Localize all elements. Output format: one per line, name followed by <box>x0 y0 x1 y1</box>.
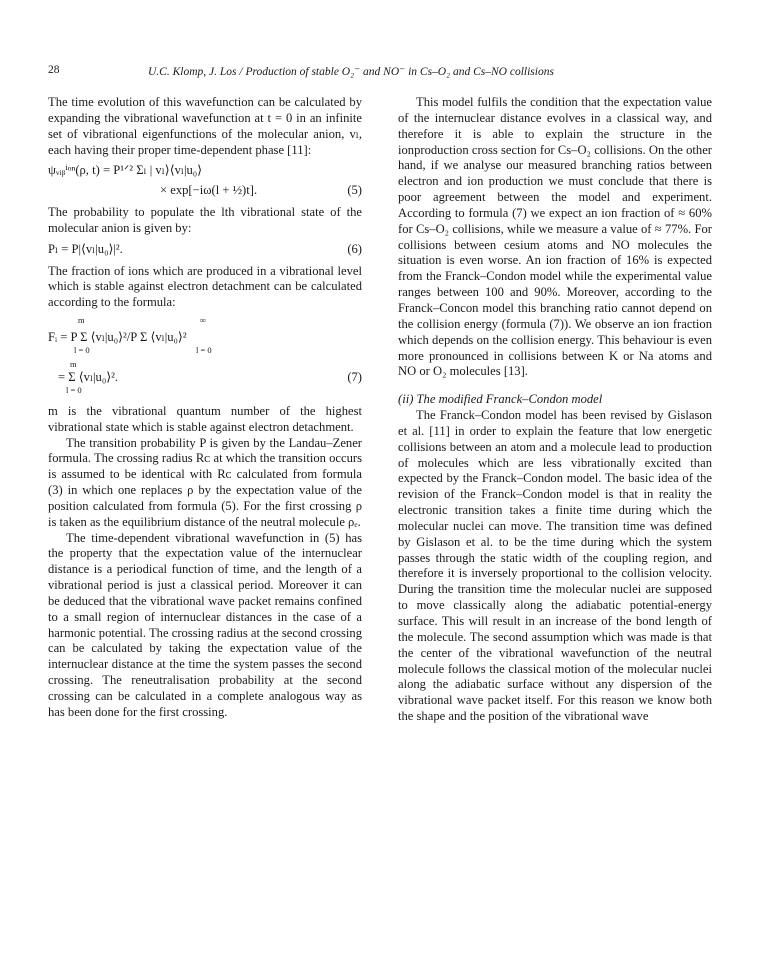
right-column <box>398 95 712 725</box>
paragraph: The probability to populate the lth vibrational state of the molecular anion is given by: <box>48 205 362 235</box>
equation-7 <box>48 316 362 398</box>
sum-upper-limit: ∞ <box>200 315 207 326</box>
equation-5-line-1: ψᵥᵢᵦⁱᵒⁿ(ρ, t) = P¹ᐟ² Σₗ | vₗ⟩⟨vₗ|u₀⟩ <box>48 163 203 178</box>
equation-number: (6) <box>347 241 362 256</box>
sum-upper-limit: m <box>78 315 85 326</box>
paragraph: The Franck–Condon model has been revised by Gislason et al. [11] in order to explain the feature that low energetic collisions between an atom and a molecule lead to production of molecules which are less vibrationally excited than expected by the Franck–Condon model. The basic idea of the revision of the Franck–Condon model is that in reality the electronic transition takes a finite time during which the molecular nuclei can move. The transition time was defined by Gislason et al. to be the time during which the system passes through the static width of the coupling region, and therefore it is inversely proportional to the collision velocity. During the transition time the molecular nuclei are supposed to move classically along the adiabatic potential-energy surface. This will result in an increase of the bond length of the molecule. The second assumption which was made is that the center of the vibrational wavefunction of the neutral molecule follows the classical motion of the molecular nuclei along the adiabatic surface without any dispersion of the vibrational wave packet itself. For this reason we know both the shape and the position of the vibrational wave <box>398 408 712 724</box>
sum-lower-limit: l = 0 <box>74 344 90 355</box>
equation-5-line-2: × exp[−iω(l + ½)t]. <box>160 183 258 198</box>
sum-lower-limit: l = 0 <box>196 344 212 355</box>
sum-upper-limit: m <box>70 358 77 369</box>
page-number: 28 <box>48 64 60 76</box>
equation-number: (7) <box>347 369 362 384</box>
paragraph: The fraction of ions which are produced in a vibrational level which is stable against electron detachment can be calculated according to the formula: <box>48 263 362 310</box>
running-header <box>48 64 728 82</box>
paragraph: The transition probability P is given by the Landau–Zener formula. The crossing radius Rᴄ at which the transition occurs is assumed to be identical with Rᴄ calculated from formula (3) in which one replaces ρ by the expectation value of the position calculated from formula (5). For the first crossing ρ is taken as the equilibrium distance of the neutral molecule ρₑ. <box>48 435 362 529</box>
section-heading: (ii) The modified Franck–Condon model <box>398 392 603 407</box>
running-title: U.C. Klomp, J. Los / Production of stable O₂⁻ and NO⁻ in Cs–O₂ and Cs–NO collisions <box>148 66 554 78</box>
equation-7-line-1: Fᵢ = P Σ ⟨vₗ|u₀⟩²/P Σ ⟨vₗ|u₀⟩² <box>48 330 187 345</box>
paragraph: This model fulfils the condition that the expectation value of the internuclear distance evolves in a classical way, and therefore it is able to explain the structure in the ionproduction cross section for Cs–O₂ collisions. On the other hand, if we analyse our measured branching ratios between electron and ion production we must conclude that there is poor agreement between the model and experiment. According to formula (7) we expect an ion fraction of ≈ 60% for Cs–O₂ collisions, while we measure a value of ≈ 77%. For collisions between cesium atoms and NO molecules the situation is even worse. An ion fraction of 16% is expected from the Franck–Condon model while the experimental value ranges between 100 and 90%. Moreover, according to the Franck–Concon model this branching ratio cannot depend on the collision energy (formula (7)). We observe an ion fraction which depends on the collision energy. This behaviour is even more pronounced in collisions between K or Na atoms and NO or O₂ molecules [13]. <box>398 95 712 379</box>
equation-5 <box>48 163 362 199</box>
equation-6-body: Pₗ = P|⟨vₗ|u₀⟩|². <box>48 241 123 256</box>
paragraph: The time evolution of this wavefunction can be calculated by expanding the vibrational wavefunction at t = 0 in an infinite set of vibrational eigenfunctions of the molecular anion, vₗ, each having their proper time-dependent phase [11]: <box>48 95 362 157</box>
equation-number: (5) <box>347 183 362 198</box>
paragraph: The time-dependent vibrational wavefunction in (5) has the property that the expectation value of the internuclear distance is a periodical function of time, and the length of a vibrational period is just a classical period. Moreover it can be deduced that the vibrational wave packet remains confined to a small region of internuclear distances in the case of a harmonic potential. The crossing radius at the second crossing can be calculated by taking the expectation value of the internuclear distance at the time the system passes the second crossing. The reneutralisation probability at the second crossing can be calculated in a complete analogous way as has been done for the first crossing. <box>48 530 362 719</box>
sum-lower-limit: l = 0 <box>66 384 82 395</box>
equation-7-line-2: = Σ ⟨vₗ|u₀⟩². <box>58 369 119 384</box>
paragraph: m is the vibrational quantum number of the highest vibrational state which is stable against electron detachment. <box>48 403 362 434</box>
equation-6 <box>48 242 362 258</box>
left-column <box>48 95 362 721</box>
